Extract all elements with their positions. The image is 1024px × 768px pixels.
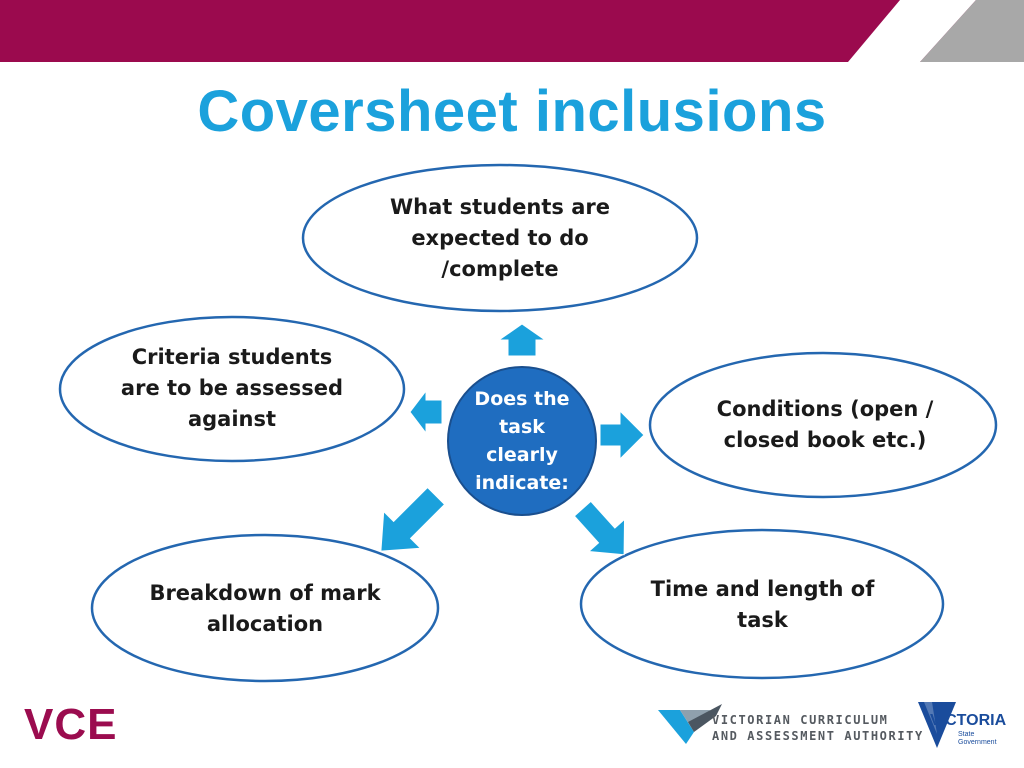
victoria-logo-text: VICTORIA [930,712,1007,729]
vcaa-line-2: AND ASSESSMENT AUTHORITY [712,729,924,743]
node-left-line-1: Criteria students [131,344,333,369]
arrow-right [600,411,644,459]
arrow-left [410,391,442,433]
vic-sub-2: Government [958,739,997,746]
node-top-line-2: expected to do [411,225,589,250]
center-line-3: clearly [486,444,558,466]
node-right-line-2: closed book etc.) [723,428,927,452]
center-line-1: Does the [474,388,570,410]
vce-logo: VCE [24,700,118,749]
node-left-line-3: against [187,406,277,431]
page-title: Coversheet inclusions [197,79,827,144]
vcaa-line-1: VICTORIAN CURRICULUM [712,713,889,727]
node-bottom-left-line-1: Breakdown of mark [149,581,381,605]
arrow-up [499,324,545,356]
node-bottom-right-label [615,573,910,637]
vic-sub-1: State [958,731,975,738]
node-bottom-left-line-2: allocation [206,612,324,636]
vcaa-logo-text [712,712,924,744]
node-bottom-right-line-2: task [737,608,788,632]
center-line-4: indicate: [475,472,569,494]
node-left-label [82,340,382,436]
center-line-2: task [499,416,545,438]
node-bottom-right-line-1: Time and length of [650,577,875,601]
node-top-label [330,190,670,286]
node-left-line-2: are to be assessed [120,375,344,400]
node-right-line-1: Conditions (open / [716,397,934,421]
node-top-line-3: /complete [441,256,559,281]
node-top-line-1: What students are [390,194,610,219]
node-right-label [680,393,970,457]
victoria-logo-subtext [958,731,997,747]
node-bottom-left-label [120,577,410,641]
center-label [462,384,582,498]
